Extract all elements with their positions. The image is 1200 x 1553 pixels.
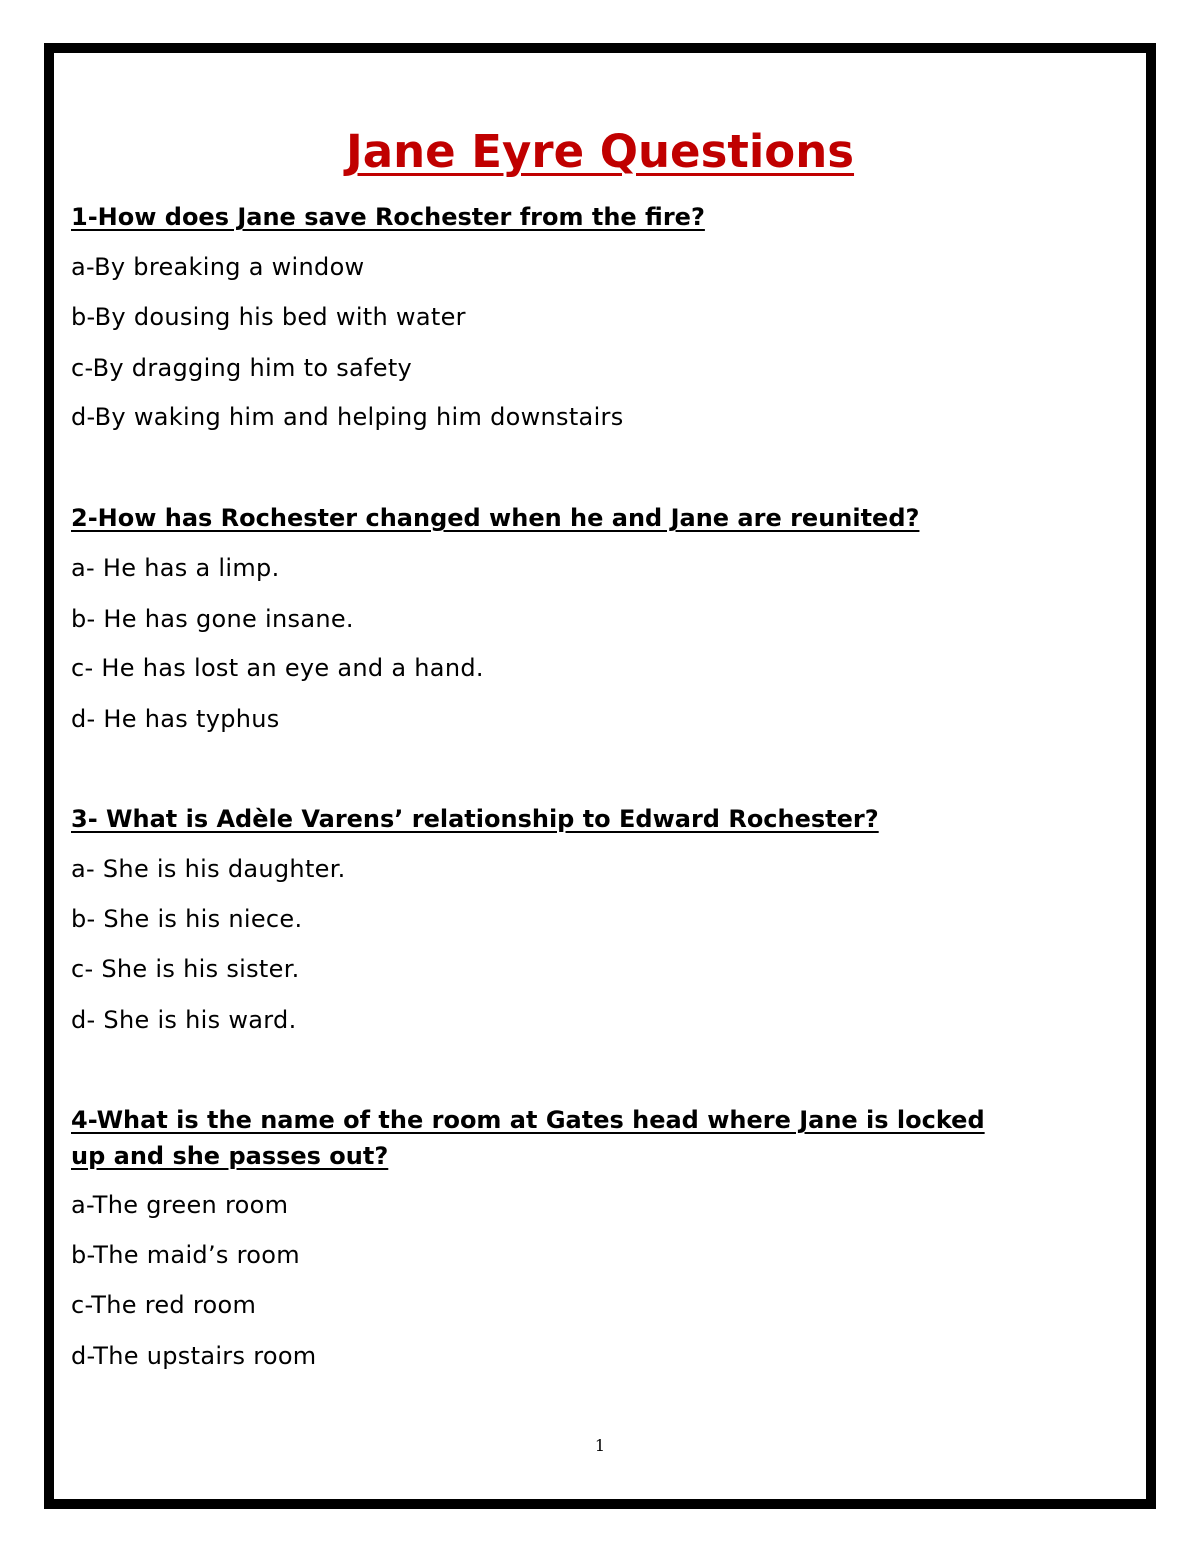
question-4-option-b: b-The maid’s room: [71, 1241, 300, 1269]
question-4-option-d: d-The upstairs room: [71, 1342, 317, 1370]
question-4-option-c: c-The red room: [71, 1291, 257, 1319]
question-1-option-b: b-By dousing his bed with water: [71, 303, 466, 331]
question-1-text: 1-How does Jane save Rochester from the fire?: [71, 203, 705, 231]
question-1-option-a: a-By breaking a window: [71, 253, 365, 281]
question-3-option-b: b- She is his niece.: [71, 905, 303, 933]
question-3-option-a: a- She is his daughter.: [71, 855, 346, 883]
question-2-option-c: c- He has lost an eye and a hand.: [71, 654, 484, 682]
question-4-option-a: a-The green room: [71, 1191, 289, 1219]
question-2-option-d: d- He has typhus: [71, 705, 280, 733]
question-3-option-c: c- She is his sister.: [71, 955, 300, 983]
page-number: 1: [594, 1436, 606, 1455]
page-title: Jane Eyre Questions: [345, 125, 855, 178]
question-2-option-a: a- He has a limp.: [71, 554, 280, 582]
question-3-text: 3- What is Adèle Varens’ relationship to Edward Rochester?: [71, 805, 879, 833]
question-3-option-d: d- She is his ward.: [71, 1006, 297, 1034]
question-1-option-c: c-By dragging him to safety: [71, 354, 413, 382]
question-2-option-b: b- He has gone insane.: [71, 605, 354, 633]
question-1-option-d: d-By waking him and helping him downstairs: [71, 403, 624, 431]
question-4-text-line-2: up and she passes out?: [71, 1142, 389, 1170]
question-4-text-line-1: 4-What is the name of the room at Gates head where Jane is locked: [71, 1106, 985, 1134]
question-2-text: 2-How has Rochester changed when he and Jane are reunited?: [71, 504, 920, 532]
